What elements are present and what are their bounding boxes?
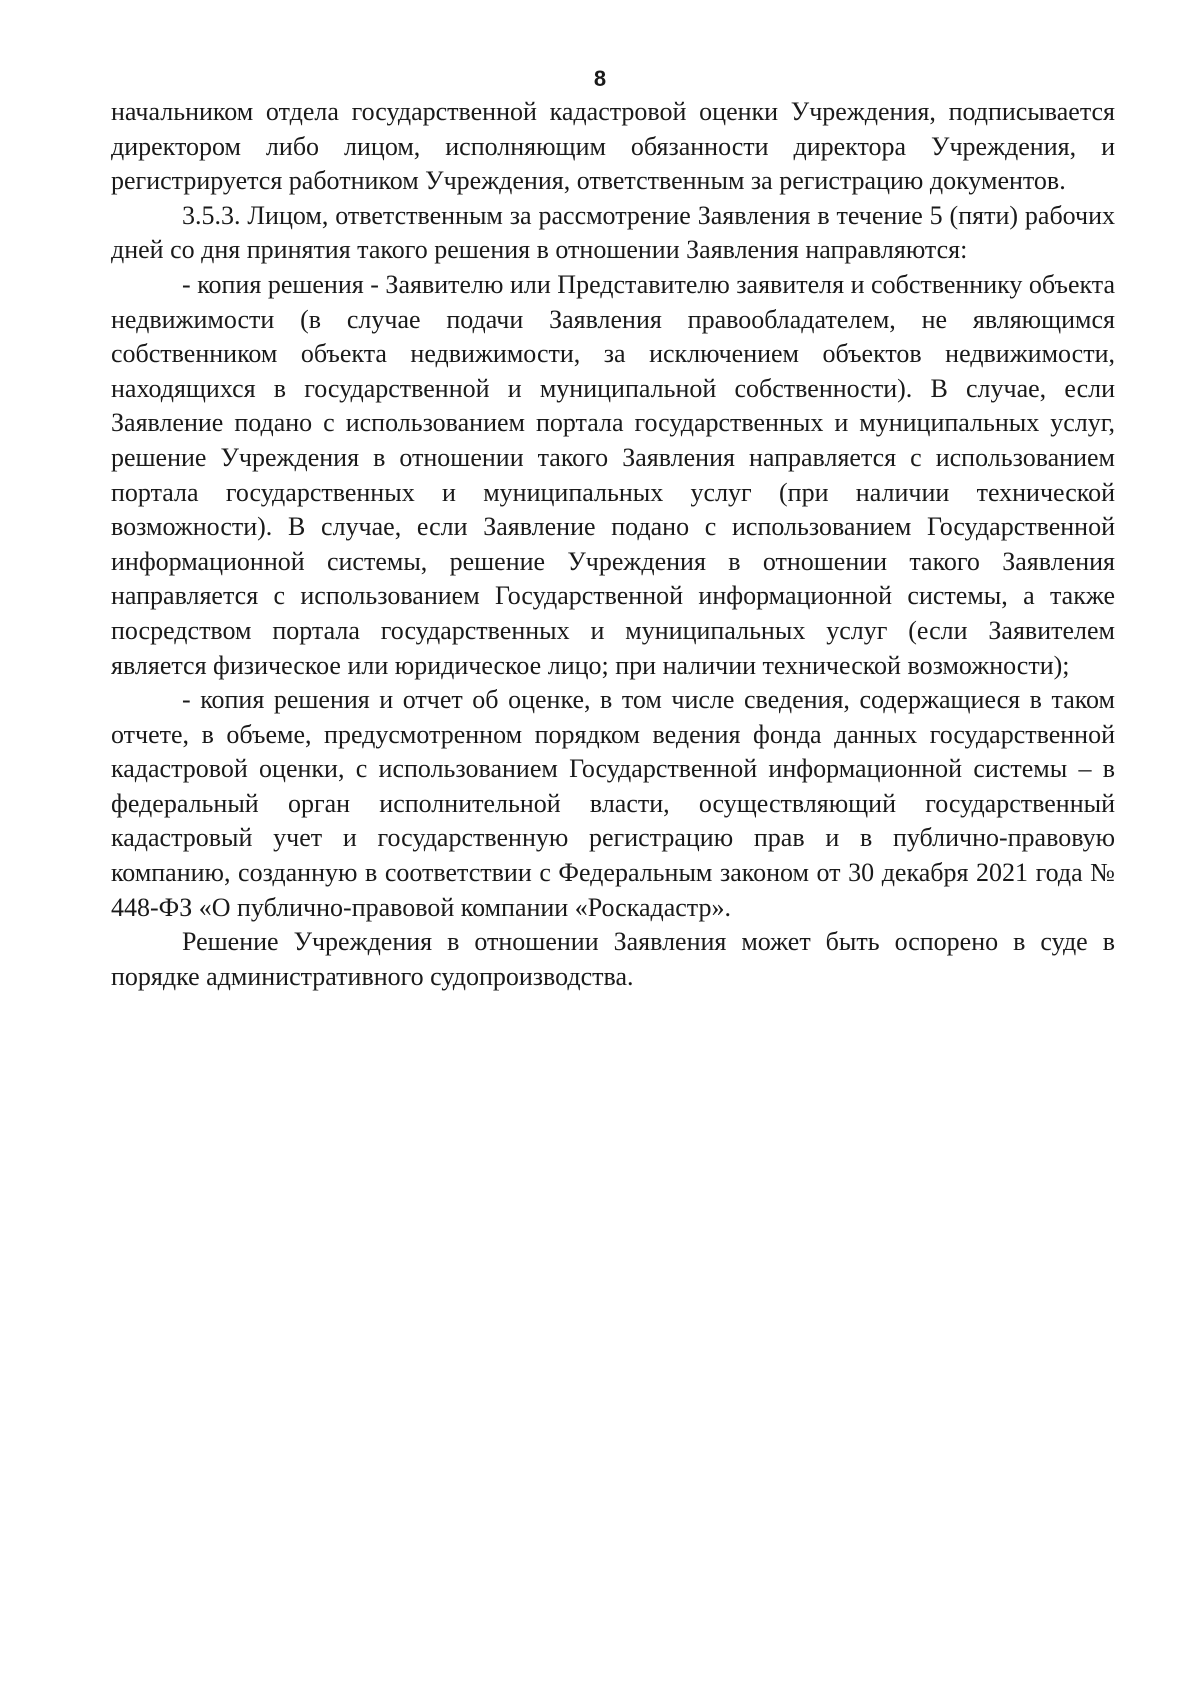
- page-number: 8: [593, 66, 607, 91]
- paragraph-continuation: начальником отдела государственной кадастровой оценки Учреждения, подписывается директором либо лицом, исполняющим обязанности директора Учреждения, и регистрируется работником Учреждения, ответственным за регистрацию документов.: [111, 97, 1115, 196]
- paragraph-clause-3-5-3: 3.5.3. Лицом, ответственным за рассмотрение Заявления в течение 5 (пяти) рабочих дней со дня принятия такого решения в отношении Заявления направляются:: [111, 200, 1115, 265]
- paragraph-decision-copy-to-applicant: - копия решения - Заявителю или Представителю заявителя и собственнику объекта недвижимости (в случае подачи Заявления правообладателем, не являющимся собственником объекта недвижимости, за исключением объектов недвижимости, находящихся в государственной и муниципальной собственности). В случае, если Заявление подано с использованием портала государственных и муниципальных услуг, решение Учреждения в отношении такого Заявления направляется с использованием портала государственных и муниципальных услуг (при наличии технической возможности). В случае, если Заявление подано с использованием Государственной информационной системы, решение Учреждения в отношении такого Заявления направляется с использованием Государственной информационной системы, а также посредством портала государственных и муниципальных услуг (если Заявителем является физическое или юридическое лицо; при наличии технической возможности);: [111, 269, 1115, 680]
- paragraph-appeal: Решение Учреждения в отношении Заявления может быть оспорено в суде в порядке административного судопроизводства.: [111, 927, 1115, 991]
- paragraph-decision-copy-to-federal-body: - копия решения и отчет об оценке, в том числе сведения, содержащиеся в таком отчете, в объеме, предусмотренном порядком ведения фонда данных государственной кадастровой оценки, с использованием Государственной информационной системы – в федеральный орган исполнительной власти, осуществляющий государственный кадастровый учет и государственную регистрацию прав и в публично-правовую компанию, созданную в соответствии с Федеральным законом от 30 декабря 2021 года № 448-ФЗ «О публично-правовой компании «Роскадастр».: [111, 685, 1115, 922]
- document-body: [111, 95, 1115, 994]
